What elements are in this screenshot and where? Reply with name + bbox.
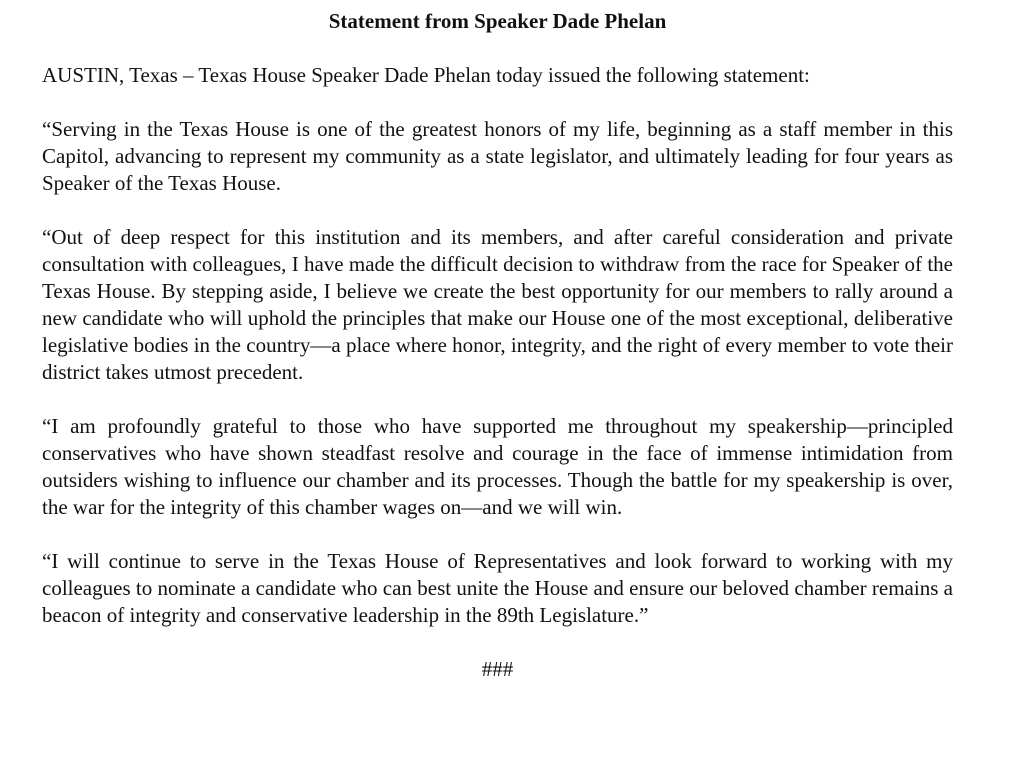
statement-paragraph-3: “I am profoundly grateful to those who have supported me throughout my speakership—principled conservatives who have shown steadfast resolve and courage in the face of immense intimidation from outsiders wishing to influence our chamber and its processes. Though the battle for my speakership is over, the war for the integrity of this chamber wages on—and we will win. — [42, 414, 953, 519]
statement-document — [42, 8, 953, 683]
end-mark: ### — [481, 657, 514, 681]
statement-paragraph-4: “I will continue to serve in the Texas House of Representatives and look forward to working with my colleagues to nominate a candidate who can best unite the House and ensure our beloved chamber remains a beacon of integrity and conservative leadership in the 89th Legislature.” — [42, 549, 953, 627]
statement-title: Statement from Speaker Dade Phelan — [328, 9, 667, 33]
statement-dateline: AUSTIN, Texas – Texas House Speaker Dade Phelan today issued the following statement: — [42, 63, 810, 87]
statement-paragraph-2: “Out of deep respect for this institution and its members, and after careful consideration and private consultation with colleagues, I have made the difficult decision to withdraw from the race for Speaker of the Texas House. By stepping aside, I believe we create the best opportunity for our members to rally around a new candidate who will uphold the principles that make our House one of the most exceptional, deliberative legislative bodies in the country—a place where honor, integrity, and the right of every member to vote their district takes utmost precedent. — [42, 225, 953, 384]
statement-paragraph-1: “Serving in the Texas House is one of the greatest honors of my life, beginning as a staff member in this Capitol, advancing to represent my community as a state legislator, and ultimately leading for four years as Speaker of the Texas House. — [42, 117, 953, 195]
